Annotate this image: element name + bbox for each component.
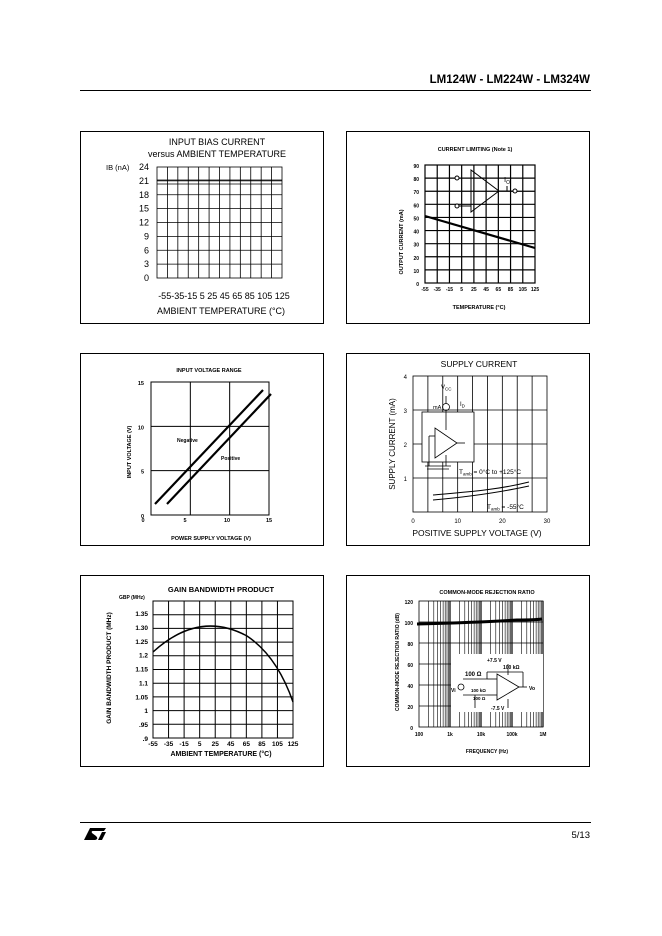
y-tick-label: 1 <box>144 708 148 716</box>
x-tick-label: 10 <box>454 519 462 525</box>
y-tick-labels <box>139 162 149 283</box>
y-tick-label: 15 <box>137 381 144 387</box>
y-tick-label: 60 <box>413 203 419 210</box>
y-tick-label: 100 <box>404 621 413 627</box>
y-tick-labels <box>138 381 144 520</box>
y-tick-label: 3 <box>403 409 407 415</box>
plot-grid <box>425 165 535 283</box>
x-tick-label: 15 <box>265 518 273 524</box>
x-axis-label: TEMPERATURE (°C) <box>452 305 506 311</box>
x-tick-label: -55 <box>148 741 158 748</box>
header-rule <box>80 90 591 91</box>
tamb-range-label: $T_{amb} = 0^\circ C$ to +125°C <box>459 469 522 477</box>
y-tick-label: 2 <box>403 443 407 449</box>
vn-label: -7.5 V <box>491 706 505 712</box>
x-axis-label: AMBIENT TEMPERATURE (°C) <box>170 751 272 758</box>
r3-label: 100 Ω <box>473 696 486 701</box>
chart-title: INPUT VOLTAGE RANGE <box>176 368 242 374</box>
y-tick-label: 90 <box>413 164 419 170</box>
x-tick-label: 105 <box>272 741 283 748</box>
y-tick-label: 0 <box>143 273 149 283</box>
x-tick-label: 125 <box>530 287 540 293</box>
x-tick-labels <box>421 287 539 293</box>
x-tick-label: 100k <box>506 732 518 738</box>
y-axis-label: INPUT VOLTAGE (V) <box>127 425 133 479</box>
y-axis-unit: GBP (MHz) <box>119 595 145 601</box>
y-tick-label: 18 <box>138 189 149 200</box>
y-tick-labels <box>413 164 419 288</box>
x-axis-label: FREQUENCY (Hz) <box>465 749 509 755</box>
y-tick-label: 120 <box>404 600 413 606</box>
chart-input-voltage-range <box>80 353 324 546</box>
vo-label: Vo <box>529 686 536 692</box>
chart-input-bias-current <box>80 131 324 324</box>
x-tick-label: 10k <box>476 732 486 738</box>
ma-label: mA <box>433 405 442 411</box>
x-tick-label: 0 <box>141 518 145 524</box>
x-tick-labels <box>415 732 547 738</box>
y-tick-label: 6 <box>143 245 149 256</box>
x-tick-labels <box>148 741 299 748</box>
y-tick-label: 40 <box>407 684 413 690</box>
x-tick-label: -35 <box>163 741 174 748</box>
io-label: $I_O$ <box>504 175 510 186</box>
y-tick-label: 30 <box>413 242 419 249</box>
y-tick-label: 1.35 <box>135 611 148 618</box>
supply-current-curves <box>433 482 529 500</box>
y-tick-label: 15 <box>138 203 149 214</box>
x-tick-label: -55 <box>421 287 429 293</box>
y-tick-label: 1.15 <box>135 666 148 674</box>
chart-gain-bandwidth-product <box>80 575 324 767</box>
y-tick-label: 60 <box>407 663 413 669</box>
r4-label: 100 kΩ <box>471 688 486 693</box>
y-tick-labels <box>405 600 414 732</box>
y-axis-label: GAIN BANDWIDTH PRODUCT (MHz) <box>106 612 113 724</box>
st-logo <box>80 826 110 842</box>
y-tick-labels <box>135 611 148 743</box>
gbp-curve <box>153 626 293 702</box>
x-tick-labels <box>411 519 551 525</box>
chart-title: COMMON-MODE REJECTION RATIO <box>439 590 535 596</box>
vcc-label: $V_{CC}$ <box>441 385 452 392</box>
y-tick-label: 24 <box>138 162 149 172</box>
vi-label: Vi <box>451 688 456 694</box>
page-number: 5/13 <box>571 830 590 841</box>
x-tick-label: -15 <box>445 287 454 293</box>
x-tick-label: 5 <box>183 518 187 524</box>
x-tick-label: 5 <box>197 741 202 748</box>
r2-label: 100 kΩ <box>503 665 520 671</box>
y-tick-label: 70 <box>413 190 419 197</box>
y-tick-label: 20 <box>407 705 413 711</box>
x-tick-label: 20 <box>498 519 506 525</box>
y-tick-label: 10 <box>413 268 419 275</box>
x-tick-label: 30 <box>543 519 551 525</box>
x-tick-label: 1k <box>447 732 453 738</box>
x-axis-label: POSITIVE SUPPLY VOLTAGE (V) <box>412 528 542 538</box>
y-tick-label: 40 <box>413 229 419 236</box>
chart-title-line1: INPUT BIAS CURRENT <box>168 137 266 147</box>
y-tick-label: 3 <box>143 259 149 270</box>
negative-curve <box>155 390 263 504</box>
x-tick-label: 85 <box>258 741 266 748</box>
x-tick-label: 105 <box>518 287 527 293</box>
chart-cmrr <box>346 575 590 767</box>
y-tick-label: 80 <box>413 177 419 184</box>
x-tick-label: -35 <box>433 287 441 293</box>
chart-title: GAIN BANDWIDTH PRODUCT <box>167 585 275 594</box>
y-tick-label: 1.05 <box>135 694 148 702</box>
id-label: $I_D$ <box>460 402 465 409</box>
r1-label: 100 Ω <box>465 672 482 678</box>
chart-supply-current <box>346 353 590 546</box>
y-tick-label: 80 <box>407 642 413 648</box>
y-tick-label: 0 <box>140 514 144 520</box>
plot-grid <box>157 167 282 278</box>
negative-label: Negative <box>177 438 198 444</box>
y-tick-label: 12 <box>138 217 149 228</box>
x-tick-labels: -55-35-15 5 25 45 65 85 105 125 <box>158 291 290 301</box>
y-tick-label: 1.30 <box>135 624 148 632</box>
chart-title: CURRENT LIMITING (Note 1) <box>437 147 513 153</box>
chart-title-line2: versus AMBIENT TEMPERATURE <box>147 149 287 159</box>
x-tick-label: 1M <box>539 732 547 738</box>
chart-title: SUPPLY CURRENT <box>440 359 518 369</box>
header-title: LM124W - LM224W - LM324W <box>429 74 590 86</box>
x-tick-label: 45 <box>483 287 489 293</box>
y-tick-label: .95 <box>138 722 148 730</box>
x-tick-label: 25 <box>211 741 219 748</box>
x-axis-label: AMBIENT TEMPERATURE (°C) <box>156 306 286 316</box>
y-tick-labels <box>404 375 408 483</box>
y-tick-label: 1.1 <box>138 680 148 688</box>
tamb-low-label: $T_{amb} = -55^\circ C$ <box>487 504 524 512</box>
y-tick-label: 4 <box>403 375 407 381</box>
plot-grid <box>153 601 293 738</box>
x-tick-label: 100 <box>414 732 424 738</box>
x-tick-label: 125 <box>287 741 299 748</box>
x-tick-label: -15 <box>179 741 189 748</box>
x-tick-label: 0 <box>411 519 415 525</box>
y-axis-label: OUTPUT CURRENT (mA) <box>399 209 405 275</box>
x-tick-label: 65 <box>495 287 502 293</box>
footer-rule <box>80 822 591 823</box>
y-tick-label: 50 <box>413 216 419 223</box>
y-tick-label: 5 <box>140 469 144 476</box>
positive-label: Positive <box>221 456 241 462</box>
x-tick-labels <box>141 518 272 524</box>
x-tick-label: 10 <box>223 518 231 524</box>
x-tick-label: 65 <box>242 741 250 748</box>
x-tick-label: 25 <box>471 287 477 293</box>
y-tick-label: 1.25 <box>135 638 148 646</box>
x-tick-label: 45 <box>227 741 235 748</box>
positive-curve <box>167 394 271 504</box>
x-axis-label: POWER SUPPLY VOLTAGE (V) <box>171 536 251 542</box>
y-tick-label: .9 <box>142 736 148 743</box>
vp-label: +7.5 V <box>487 658 502 664</box>
y-tick-label: 0 <box>410 726 413 732</box>
x-tick-label: 5 <box>460 287 464 293</box>
y-tick-label: 1 <box>403 477 407 483</box>
y-tick-label: 20 <box>413 255 419 262</box>
y-axis-unit: IB (nA) <box>106 163 130 172</box>
y-axis-label: COMMON-MODE REJECTION RATIO (dB) <box>395 613 401 711</box>
y-tick-label: 9 <box>143 231 149 242</box>
y-axis-label: SUPPLY CURRENT (mA) <box>388 398 397 490</box>
y-tick-label: 10 <box>137 425 144 432</box>
y-tick-label: 1.2 <box>138 652 148 660</box>
chart-current-limiting <box>346 131 590 324</box>
y-tick-label: 21 <box>138 175 149 186</box>
y-tick-label: 0 <box>416 282 419 288</box>
x-tick-label: 85 <box>507 287 514 293</box>
